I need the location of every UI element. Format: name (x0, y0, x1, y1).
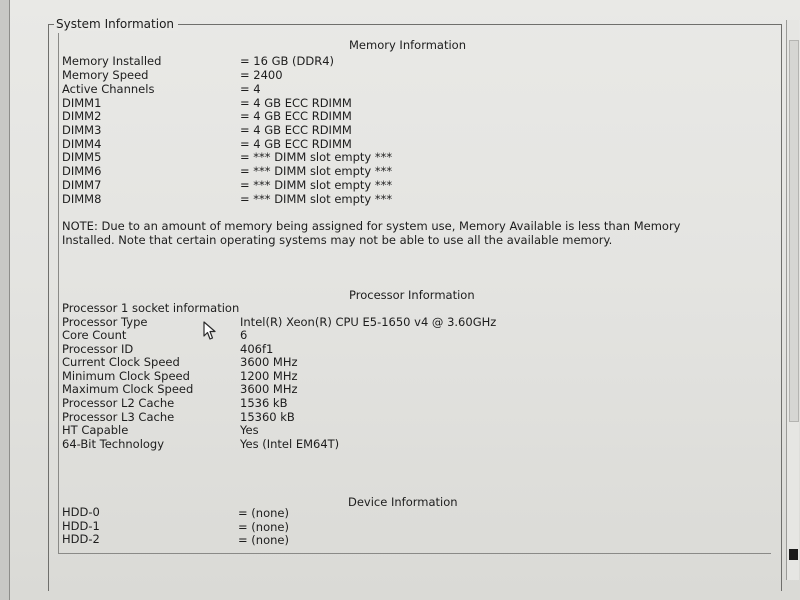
left-panel-edge (0, 0, 10, 600)
info-row (62, 382, 762, 396)
info-row (62, 369, 762, 383)
row-value: Yes (240, 423, 259, 437)
row-value: = *** DIMM slot empty *** (240, 150, 393, 164)
info-row (62, 355, 762, 369)
row-value: = (none) (238, 520, 289, 534)
row-value: = *** DIMM slot empty *** (240, 164, 393, 178)
row-label: DIMM6 (62, 164, 102, 178)
row-label: 64-Bit Technology (62, 437, 165, 451)
scrollbar-thumb[interactable] (789, 40, 799, 422)
row-label: HDD-2 (62, 532, 100, 546)
row-label: Memory Speed (62, 68, 149, 82)
memory-note: NOTE: Due to an amount of memory being assigned for system use, Memory Available is less than Memory Installed. Note that certain operating systems may not be able to use all the available memory. (62, 219, 681, 247)
info-row (62, 164, 762, 178)
info-row (62, 123, 762, 137)
row-label: Processor ID (62, 342, 134, 356)
row-value: = 16 GB (DDR4) (240, 54, 335, 68)
row-value: = *** DIMM slot empty *** (240, 178, 393, 192)
row-label: DIMM8 (62, 192, 102, 206)
row-value: = 4 GB ECC RDIMM (240, 109, 352, 123)
info-row (62, 315, 762, 329)
info-row (62, 96, 762, 110)
row-value: 3600 MHz (240, 382, 298, 396)
info-row (62, 328, 762, 342)
info-row (62, 423, 762, 437)
scroll-down-arrow-icon[interactable] (789, 549, 798, 560)
row-label: HDD-0 (62, 505, 100, 519)
device-information-heading: Device Information (348, 495, 458, 509)
row-label: Maximum Clock Speed (62, 382, 194, 396)
info-row (62, 192, 762, 206)
row-label: Current Clock Speed (62, 355, 180, 369)
row-label: DIMM2 (62, 109, 102, 123)
row-label: Processor Type (62, 315, 148, 329)
row-value: = 4 GB ECC RDIMM (240, 137, 352, 151)
info-row (62, 150, 762, 164)
row-label: Active Channels (62, 82, 155, 96)
row-value: = 4 GB ECC RDIMM (240, 123, 352, 137)
row-label: DIMM3 (62, 123, 102, 137)
processor-information-heading: Processor Information (349, 288, 475, 302)
row-value: Intel(R) Xeon(R) CPU E5-1650 v4 @ 3.60GHz (240, 315, 497, 329)
row-label: Processor 1 socket information (62, 301, 240, 315)
row-label: Minimum Clock Speed (62, 369, 190, 383)
row-value: = *** DIMM slot empty *** (240, 192, 393, 206)
row-label: HDD-1 (62, 519, 100, 533)
row-value: = 4 (240, 82, 261, 96)
row-label: Core Count (62, 328, 127, 342)
processor-socket-label (62, 301, 762, 315)
row-value: = (none) (238, 506, 289, 520)
row-value: 15360 kB (240, 410, 295, 424)
row-value: = 4 GB ECC RDIMM (240, 96, 352, 110)
info-row (62, 532, 762, 546)
info-row (62, 109, 762, 123)
row-value: = (none) (238, 533, 289, 547)
row-value: 406f1 (240, 342, 274, 356)
info-row (62, 505, 762, 519)
row-label: DIMM7 (62, 178, 102, 192)
row-label: DIMM5 (62, 150, 102, 164)
info-row (62, 54, 762, 68)
row-value: 6 (240, 328, 248, 342)
row-label: HT Capable (62, 423, 129, 437)
info-row (62, 342, 762, 356)
info-row (62, 137, 762, 151)
groupbox-title: System Information (54, 17, 178, 31)
info-row (62, 68, 762, 82)
row-label: Memory Installed (62, 54, 162, 68)
row-value: Yes (Intel EM64T) (240, 437, 340, 451)
info-row (62, 437, 762, 451)
info-row (62, 178, 762, 192)
row-label: Processor L2 Cache (62, 396, 175, 410)
row-value: 3600 MHz (240, 355, 298, 369)
info-row (62, 519, 762, 533)
info-row (62, 410, 762, 424)
row-value: 1200 MHz (240, 369, 298, 383)
memory-information-heading: Memory Information (349, 38, 466, 52)
row-label: DIMM4 (62, 137, 102, 151)
row-value: = 2400 (240, 68, 283, 82)
info-row (62, 396, 762, 410)
row-label: DIMM1 (62, 96, 102, 110)
info-row (62, 82, 762, 96)
mouse-pointer-icon (203, 321, 219, 341)
row-label: Processor L3 Cache (62, 410, 175, 424)
row-value: 1536 kB (240, 396, 288, 410)
